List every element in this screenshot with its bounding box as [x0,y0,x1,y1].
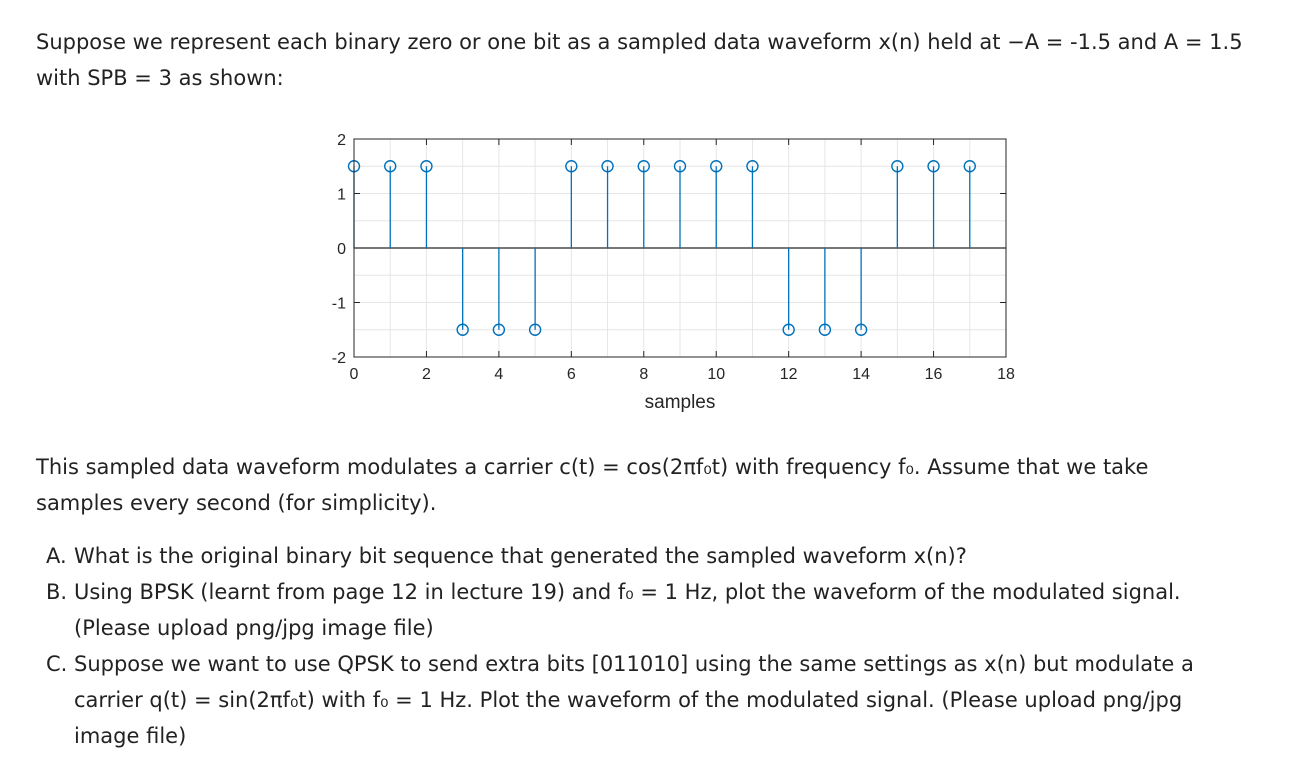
question-letter: A. [46,544,67,568]
question-c [46,646,1276,754]
x-tick-label: 6 [566,366,576,383]
question-line: carrier q(t) = sin(2πf₀t) with f₀ = 1 Hz. Plot the waveform of the modulated signal. (Please upload png/jpg [74,688,1183,712]
x-tick-label: 10 [707,366,726,383]
y-tick-label: -2 [331,350,346,367]
x-tick-label: 2 [421,366,431,383]
question-b [46,574,1276,646]
question-letter: C. [46,652,68,676]
y-tick-label: 0 [337,241,346,258]
context-line-2: samples every second (for simplicity). [36,491,437,515]
context-paragraph [36,449,1266,521]
x-axis-label: samples [644,392,716,413]
y-tick-label: 2 [337,132,346,149]
question-line: (Please upload png/jpg image file) [74,616,434,640]
x-tick-label: 4 [494,366,504,383]
x-tick-label: 8 [639,366,649,383]
x-tick-label: 12 [779,366,798,383]
x-tick-label: 0 [349,366,359,383]
intro-line-2: with SPB = 3 as shown: [36,66,284,90]
x-tick-label: 16 [924,366,943,383]
question-letter: B. [46,580,68,604]
y-tick-label: -1 [331,295,346,313]
intro-paragraph [36,24,1291,96]
question-line: Using BPSK (learnt from page 12 in lecture 19) and f₀ = 1 Hz, plot the waveform of the modulated signal. [74,580,1181,604]
x-tick-label: 14 [852,366,871,383]
question-line: image file) [74,724,187,748]
stem-plot [320,125,1020,425]
x-tick-label: 18 [997,366,1015,383]
question-line: Suppose we want to use QPSK to send extra bits [011010] using the same settings as x(n) but modulate a [74,652,1194,676]
context-line-1: This sampled data waveform modulates a carrier c(t) = cos(2πf₀t) with frequency f₀. Assume that we take [36,455,1149,479]
y-tick-label: 1 [337,186,346,204]
question-a [46,538,1276,574]
question-list [46,538,1276,754]
question-line: What is the original binary bit sequence that generated the sampled waveform x(n)? [74,544,967,568]
intro-line-1: Suppose we represent each binary zero or one bit as a sampled data waveform x(n) held at −A = -1.5 and A = 1.5 [36,30,1243,54]
